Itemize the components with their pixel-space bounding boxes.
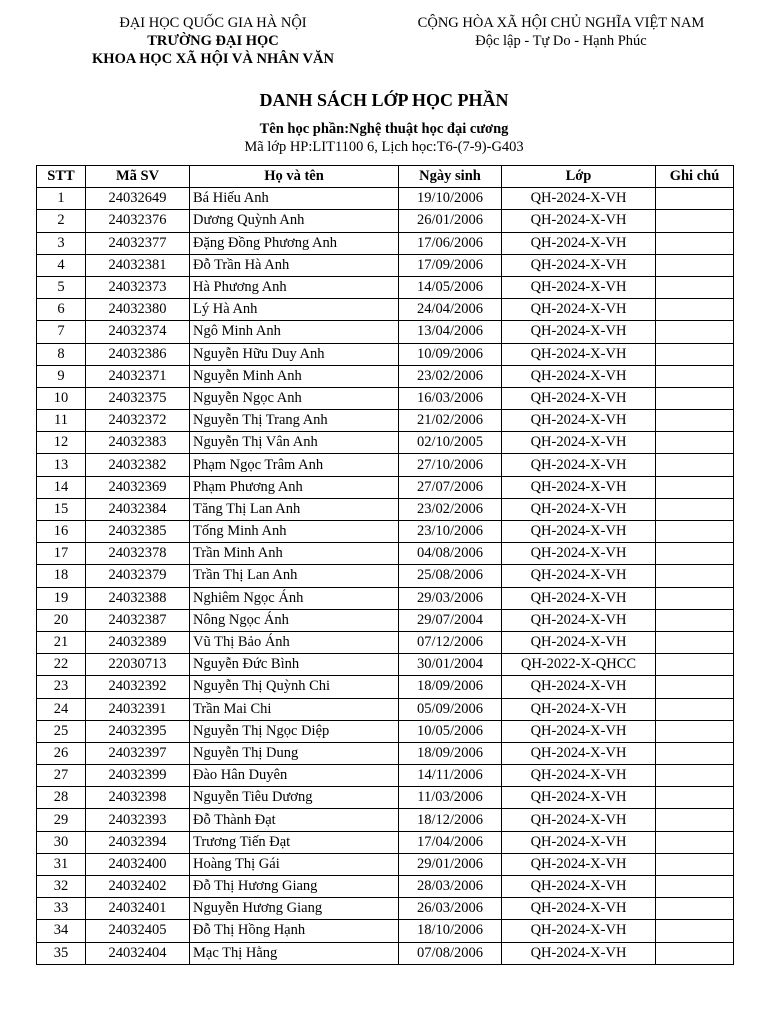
- stt-cell: 11: [37, 410, 86, 432]
- full-name-cell: Nguyễn Hữu Duy Anh: [190, 343, 399, 365]
- full-name-cell: Trần Thị Lan Anh: [190, 565, 399, 587]
- class-cell: QH-2024-X-VH: [502, 543, 656, 565]
- table-row: [37, 676, 734, 698]
- class-cell: QH-2024-X-VH: [502, 742, 656, 764]
- stt-cell: 5: [37, 276, 86, 298]
- class-cell: QH-2024-X-VH: [502, 898, 656, 920]
- class-cell: QH-2024-X-VH: [502, 809, 656, 831]
- table-row: [37, 476, 734, 498]
- notes-cell: [656, 609, 734, 631]
- stt-cell: 8: [37, 343, 86, 365]
- class-cell: QH-2024-X-VH: [502, 454, 656, 476]
- table-row: [37, 631, 734, 653]
- notes-cell: [656, 321, 734, 343]
- stt-cell: 19: [37, 587, 86, 609]
- student-id-cell: 24032381: [86, 254, 190, 276]
- notes-cell: [656, 898, 734, 920]
- stt-cell: 1: [37, 188, 86, 210]
- class-cell: QH-2024-X-VH: [502, 254, 656, 276]
- notes-cell: [656, 387, 734, 409]
- birth-date-cell: 25/08/2006: [399, 565, 502, 587]
- student-id-cell: 22030713: [86, 654, 190, 676]
- notes-cell: [656, 299, 734, 321]
- full-name-cell: Phạm Ngọc Trâm Anh: [190, 454, 399, 476]
- stt-cell: 22: [37, 654, 86, 676]
- full-name-cell: Nguyễn Thị Dung: [190, 742, 399, 764]
- notes-cell: [656, 188, 734, 210]
- table-row: [37, 254, 734, 276]
- birth-date-cell: 18/12/2006: [399, 809, 502, 831]
- student-id-cell: 24032401: [86, 898, 190, 920]
- birth-date-cell: 28/03/2006: [399, 876, 502, 898]
- class-cell: QH-2024-X-VH: [502, 609, 656, 631]
- student-id-cell: 24032399: [86, 765, 190, 787]
- class-cell: QH-2024-X-VH: [502, 343, 656, 365]
- table-row: [37, 654, 734, 676]
- class-cell: QH-2024-X-VH: [502, 410, 656, 432]
- student-id-cell: 24032377: [86, 232, 190, 254]
- country-name: CỘNG HÒA XÃ HỘI CHỦ NGHĨA VIỆT NAM: [417, 15, 705, 31]
- class-cell: QH-2024-X-VH: [502, 232, 656, 254]
- birth-date-cell: 14/11/2006: [399, 765, 502, 787]
- table-row: [37, 742, 734, 764]
- birth-date-cell: 23/02/2006: [399, 365, 502, 387]
- notes-cell: [656, 676, 734, 698]
- class-cell: QH-2022-X-QHCC: [502, 654, 656, 676]
- class-cell: QH-2024-X-VH: [502, 920, 656, 942]
- table-row: [37, 787, 734, 809]
- full-name-cell: Nghiêm Ngọc Ánh: [190, 587, 399, 609]
- stt-cell: 2: [37, 210, 86, 232]
- full-name-cell: Nguyễn Tiêu Dương: [190, 787, 399, 809]
- column-header-notes: Ghi chú: [656, 166, 734, 188]
- stt-cell: 35: [37, 942, 86, 964]
- table-row: [37, 609, 734, 631]
- full-name-cell: Nguyễn Thị Trang Anh: [190, 410, 399, 432]
- birth-date-cell: 27/07/2006: [399, 476, 502, 498]
- notes-cell: [656, 254, 734, 276]
- full-name-cell: Nguyễn Thị Vân Anh: [190, 432, 399, 454]
- stt-cell: 30: [37, 831, 86, 853]
- notes-cell: [656, 920, 734, 942]
- table-row: [37, 432, 734, 454]
- class-info: Mã lớp HP:LIT1100 6, Lịch học:T6-(7-9)-G403: [244, 139, 524, 155]
- birth-date-cell: 23/02/2006: [399, 498, 502, 520]
- table-row: [37, 942, 734, 964]
- student-id-cell: 24032405: [86, 920, 190, 942]
- full-name-cell: Nông Ngọc Ánh: [190, 609, 399, 631]
- class-cell: QH-2024-X-VH: [502, 765, 656, 787]
- stt-cell: 32: [37, 876, 86, 898]
- document-title: DANH SÁCH LỚP HỌC PHẦN: [259, 90, 509, 110]
- column-header-class: Lớp: [502, 166, 656, 188]
- student-id-cell: 24032382: [86, 454, 190, 476]
- table-row: [37, 876, 734, 898]
- institution-header: [80, 14, 346, 68]
- class-cell: QH-2024-X-VH: [502, 476, 656, 498]
- table-header-row: [37, 166, 734, 188]
- notes-cell: [656, 654, 734, 676]
- student-id-cell: 24032391: [86, 698, 190, 720]
- stt-cell: 26: [37, 742, 86, 764]
- birth-date-cell: 24/04/2006: [399, 299, 502, 321]
- class-cell: QH-2024-X-VH: [502, 365, 656, 387]
- notes-cell: [656, 742, 734, 764]
- class-cell: QH-2024-X-VH: [502, 876, 656, 898]
- student-id-cell: 24032385: [86, 521, 190, 543]
- class-cell: QH-2024-X-VH: [502, 498, 656, 520]
- birth-date-cell: 13/04/2006: [399, 321, 502, 343]
- class-cell: QH-2024-X-VH: [502, 321, 656, 343]
- student-id-cell: 24032649: [86, 188, 190, 210]
- student-id-cell: 24032373: [86, 276, 190, 298]
- stt-cell: 14: [37, 476, 86, 498]
- full-name-cell: Đặng Đồng Phương Anh: [190, 232, 399, 254]
- student-id-cell: 24032374: [86, 321, 190, 343]
- column-header-student-id: Mã SV: [86, 166, 190, 188]
- birth-date-cell: 17/09/2006: [399, 254, 502, 276]
- full-name-cell: Nguyễn Thị Ngọc Diệp: [190, 720, 399, 742]
- student-id-cell: 24032376: [86, 210, 190, 232]
- birth-date-cell: 04/08/2006: [399, 543, 502, 565]
- full-name-cell: Đỗ Trần Hà Anh: [190, 254, 399, 276]
- notes-cell: [656, 454, 734, 476]
- birth-date-cell: 26/01/2006: [399, 210, 502, 232]
- class-cell: QH-2024-X-VH: [502, 942, 656, 964]
- class-cell: QH-2024-X-VH: [502, 565, 656, 587]
- full-name-cell: Đỗ Thành Đạt: [190, 809, 399, 831]
- full-name-cell: Trương Tiến Đạt: [190, 831, 399, 853]
- stt-cell: 27: [37, 765, 86, 787]
- table-row: [37, 387, 734, 409]
- stt-cell: 33: [37, 898, 86, 920]
- table-row: [37, 299, 734, 321]
- full-name-cell: Trần Minh Anh: [190, 543, 399, 565]
- student-id-cell: 24032398: [86, 787, 190, 809]
- stt-cell: 21: [37, 631, 86, 653]
- class-cell: QH-2024-X-VH: [502, 299, 656, 321]
- student-id-cell: 24032400: [86, 853, 190, 875]
- birth-date-cell: 10/09/2006: [399, 343, 502, 365]
- school-name-line2: KHOA HỌC XÃ HỘI VÀ NHÂN VĂN: [92, 51, 334, 67]
- class-cell: QH-2024-X-VH: [502, 188, 656, 210]
- full-name-cell: Lý Hà Anh: [190, 299, 399, 321]
- class-cell: QH-2024-X-VH: [502, 787, 656, 809]
- student-id-cell: 24032402: [86, 876, 190, 898]
- table-row: [37, 521, 734, 543]
- student-id-cell: 24032389: [86, 631, 190, 653]
- birth-date-cell: 07/08/2006: [399, 942, 502, 964]
- student-id-cell: 24032383: [86, 432, 190, 454]
- notes-cell: [656, 831, 734, 853]
- notes-cell: [656, 232, 734, 254]
- student-id-cell: 24032395: [86, 720, 190, 742]
- student-id-cell: 24032371: [86, 365, 190, 387]
- stt-cell: 15: [37, 498, 86, 520]
- class-cell: QH-2024-X-VH: [502, 210, 656, 232]
- table-row: [37, 898, 734, 920]
- full-name-cell: Tăng Thị Lan Anh: [190, 498, 399, 520]
- student-id-cell: 24032386: [86, 343, 190, 365]
- stt-cell: 10: [37, 387, 86, 409]
- notes-cell: [656, 631, 734, 653]
- birth-date-cell: 29/03/2006: [399, 587, 502, 609]
- birth-date-cell: 17/04/2006: [399, 831, 502, 853]
- student-id-cell: 24032379: [86, 565, 190, 587]
- full-name-cell: Hoàng Thị Gái: [190, 853, 399, 875]
- birth-date-cell: 18/10/2006: [399, 920, 502, 942]
- notes-cell: [656, 543, 734, 565]
- full-name-cell: Đào Hân Duyên: [190, 765, 399, 787]
- birth-date-cell: 29/07/2004: [399, 609, 502, 631]
- notes-cell: [656, 809, 734, 831]
- class-cell: QH-2024-X-VH: [502, 387, 656, 409]
- full-name-cell: Nguyễn Đức Bình: [190, 654, 399, 676]
- table-row: [37, 920, 734, 942]
- table-row: [37, 765, 734, 787]
- full-name-cell: Đỗ Thị Hồng Hạnh: [190, 920, 399, 942]
- class-cell: QH-2024-X-VH: [502, 432, 656, 454]
- full-name-cell: Tống Minh Anh: [190, 521, 399, 543]
- national-header: [402, 14, 720, 50]
- table-row: [37, 853, 734, 875]
- birth-date-cell: 11/03/2006: [399, 787, 502, 809]
- full-name-cell: Ngô Minh Anh: [190, 321, 399, 343]
- notes-cell: [656, 432, 734, 454]
- notes-cell: [656, 565, 734, 587]
- notes-cell: [656, 276, 734, 298]
- stt-cell: 18: [37, 565, 86, 587]
- full-name-cell: Trần Mai Chi: [190, 698, 399, 720]
- birth-date-cell: 07/12/2006: [399, 631, 502, 653]
- birth-date-cell: 18/09/2006: [399, 742, 502, 764]
- full-name-cell: Vũ Thị Bảo Ánh: [190, 631, 399, 653]
- full-name-cell: Phạm Phương Anh: [190, 476, 399, 498]
- table-row: [37, 232, 734, 254]
- table-row: [37, 454, 734, 476]
- table-row: [37, 343, 734, 365]
- birth-date-cell: 10/05/2006: [399, 720, 502, 742]
- full-name-cell: Bá Hiếu Anh: [190, 188, 399, 210]
- class-cell: QH-2024-X-VH: [502, 698, 656, 720]
- notes-cell: [656, 365, 734, 387]
- table-row: [37, 587, 734, 609]
- class-cell: QH-2024-X-VH: [502, 276, 656, 298]
- notes-cell: [656, 521, 734, 543]
- student-id-cell: 24032393: [86, 809, 190, 831]
- birth-date-cell: 29/01/2006: [399, 853, 502, 875]
- stt-cell: 3: [37, 232, 86, 254]
- stt-cell: 31: [37, 853, 86, 875]
- class-cell: QH-2024-X-VH: [502, 631, 656, 653]
- full-name-cell: Đỗ Thị Hương Giang: [190, 876, 399, 898]
- notes-cell: [656, 876, 734, 898]
- national-motto: Độc lập - Tự Do - Hạnh Phúc: [475, 33, 647, 49]
- stt-cell: 28: [37, 787, 86, 809]
- table-row: [37, 210, 734, 232]
- stt-cell: 23: [37, 676, 86, 698]
- full-name-cell: Dương Quỳnh Anh: [190, 210, 399, 232]
- stt-cell: 17: [37, 543, 86, 565]
- stt-cell: 9: [37, 365, 86, 387]
- table-row: [37, 276, 734, 298]
- notes-cell: [656, 698, 734, 720]
- stt-cell: 7: [37, 321, 86, 343]
- notes-cell: [656, 343, 734, 365]
- notes-cell: [656, 765, 734, 787]
- student-id-cell: 24032397: [86, 742, 190, 764]
- notes-cell: [656, 210, 734, 232]
- student-id-cell: 24032388: [86, 587, 190, 609]
- university-name: ĐẠI HỌC QUỐC GIA HÀ NỘI: [119, 15, 307, 31]
- birth-date-cell: 18/09/2006: [399, 676, 502, 698]
- birth-date-cell: 05/09/2006: [399, 698, 502, 720]
- full-name-cell: Hà Phương Anh: [190, 276, 399, 298]
- student-id-cell: 24032394: [86, 831, 190, 853]
- stt-cell: 20: [37, 609, 86, 631]
- notes-cell: [656, 587, 734, 609]
- student-id-cell: 24032380: [86, 299, 190, 321]
- birth-date-cell: 02/10/2005: [399, 432, 502, 454]
- class-cell: QH-2024-X-VH: [502, 676, 656, 698]
- student-table: [36, 165, 734, 965]
- student-id-cell: 24032387: [86, 609, 190, 631]
- table-row: [37, 565, 734, 587]
- table-row: [37, 809, 734, 831]
- student-id-cell: 24032372: [86, 410, 190, 432]
- class-cell: QH-2024-X-VH: [502, 521, 656, 543]
- birth-date-cell: 16/03/2006: [399, 387, 502, 409]
- stt-cell: 16: [37, 521, 86, 543]
- stt-cell: 12: [37, 432, 86, 454]
- table-row: [37, 188, 734, 210]
- student-id-cell: 24032384: [86, 498, 190, 520]
- stt-cell: 29: [37, 809, 86, 831]
- stt-cell: 6: [37, 299, 86, 321]
- full-name-cell: Nguyễn Ngọc Anh: [190, 387, 399, 409]
- full-name-cell: Nguyễn Hương Giang: [190, 898, 399, 920]
- notes-cell: [656, 720, 734, 742]
- birth-date-cell: 17/06/2006: [399, 232, 502, 254]
- birth-date-cell: 19/10/2006: [399, 188, 502, 210]
- school-name-line1: TRƯỜNG ĐẠI HỌC: [147, 33, 279, 49]
- birth-date-cell: 14/05/2006: [399, 276, 502, 298]
- class-cell: QH-2024-X-VH: [502, 853, 656, 875]
- stt-cell: 25: [37, 720, 86, 742]
- stt-cell: 4: [37, 254, 86, 276]
- class-cell: QH-2024-X-VH: [502, 587, 656, 609]
- table-row: [37, 831, 734, 853]
- birth-date-cell: 27/10/2006: [399, 454, 502, 476]
- notes-cell: [656, 498, 734, 520]
- birth-date-cell: 30/01/2004: [399, 654, 502, 676]
- full-name-cell: Mạc Thị Hằng: [190, 942, 399, 964]
- notes-cell: [656, 787, 734, 809]
- class-cell: QH-2024-X-VH: [502, 720, 656, 742]
- student-id-cell: 24032378: [86, 543, 190, 565]
- birth-date-cell: 21/02/2006: [399, 410, 502, 432]
- student-id-cell: 24032369: [86, 476, 190, 498]
- table-row: [37, 498, 734, 520]
- stt-cell: 24: [37, 698, 86, 720]
- table-row: [37, 698, 734, 720]
- stt-cell: 13: [37, 454, 86, 476]
- notes-cell: [656, 853, 734, 875]
- course-name: Tên học phần:Nghệ thuật học đại cương: [259, 121, 509, 137]
- student-id-cell: 24032375: [86, 387, 190, 409]
- birth-date-cell: 26/03/2006: [399, 898, 502, 920]
- table-row: [37, 410, 734, 432]
- notes-cell: [656, 410, 734, 432]
- column-header-full-name: Họ và tên: [190, 166, 399, 188]
- notes-cell: [656, 476, 734, 498]
- stt-cell: 34: [37, 920, 86, 942]
- full-name-cell: Nguyễn Minh Anh: [190, 365, 399, 387]
- column-header-stt: STT: [37, 166, 86, 188]
- student-id-cell: 24032404: [86, 942, 190, 964]
- birth-date-cell: 23/10/2006: [399, 521, 502, 543]
- column-header-birth-date: Ngày sinh: [399, 166, 502, 188]
- table-row: [37, 321, 734, 343]
- notes-cell: [656, 942, 734, 964]
- student-id-cell: 24032392: [86, 676, 190, 698]
- table-row: [37, 543, 734, 565]
- table-row: [37, 365, 734, 387]
- full-name-cell: Nguyễn Thị Quỳnh Chi: [190, 676, 399, 698]
- class-cell: QH-2024-X-VH: [502, 831, 656, 853]
- table-row: [37, 720, 734, 742]
- table-body: [37, 188, 734, 965]
